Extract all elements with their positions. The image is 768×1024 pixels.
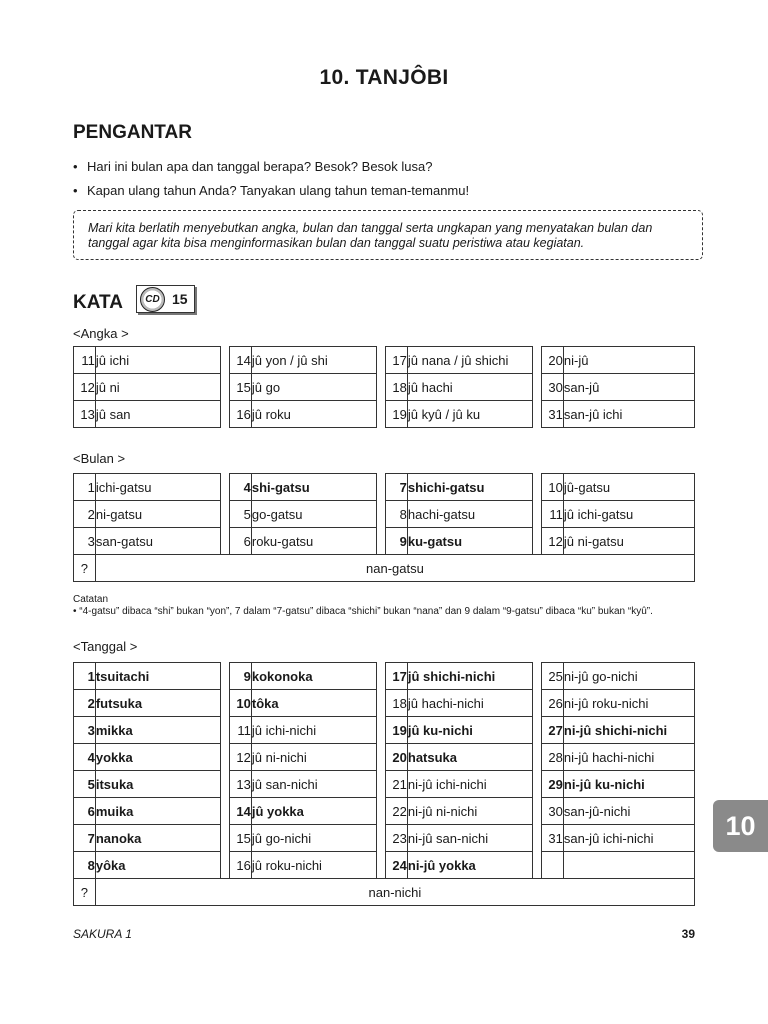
- reading-cell: ni-jû ichi-nichi: [407, 771, 532, 798]
- number-cell: 4: [74, 744, 96, 771]
- bullet-list: [73, 155, 469, 203]
- table-gap: [532, 852, 541, 879]
- reading-cell: yokka: [95, 744, 220, 771]
- tanggal-label: <Tanggal >: [73, 639, 138, 654]
- number-cell: 30: [542, 798, 564, 825]
- table-gap: [220, 528, 229, 555]
- table-gap: [532, 347, 541, 374]
- bulan-label: <Bulan >: [73, 451, 126, 466]
- number-cell: 7: [386, 474, 408, 501]
- number-cell: 17: [386, 663, 408, 690]
- number-cell: 8: [386, 501, 408, 528]
- note-line: tanggal agar kita bisa menginformasikan bulan dan tanggal suatu peristiwa atau kegiatan.: [88, 236, 585, 250]
- table-row: [74, 798, 695, 825]
- number-cell: 12: [542, 528, 564, 555]
- reading-cell: jû go: [251, 374, 376, 401]
- number-cell: 5: [74, 771, 96, 798]
- reading-cell: ni-jû hachi-nichi: [563, 744, 694, 771]
- question-answer-cell: nan-gatsu: [95, 555, 694, 582]
- number-cell: 16: [230, 852, 252, 879]
- reading-cell: jû roku-nichi: [251, 852, 376, 879]
- number-cell: 4: [230, 474, 252, 501]
- reading-cell: nanoka: [95, 825, 220, 852]
- reading-cell: ni-jû ni-nichi: [407, 798, 532, 825]
- table-row: [74, 501, 695, 528]
- table-row: [74, 347, 695, 374]
- table-gap: [376, 347, 385, 374]
- table-gap: [220, 717, 229, 744]
- table-gap: [376, 798, 385, 825]
- table-row: [74, 374, 695, 401]
- table-gap: [532, 825, 541, 852]
- reading-cell: ni-jû roku-nichi: [563, 690, 694, 717]
- number-cell: 11: [542, 501, 564, 528]
- number-cell: 3: [74, 528, 96, 555]
- number-cell: 13: [230, 771, 252, 798]
- table-gap: [532, 771, 541, 798]
- table-gap: [376, 474, 385, 501]
- number-cell: 22: [386, 798, 408, 825]
- reading-cell: jû ichi-gatsu: [563, 501, 694, 528]
- reading-cell: muika: [95, 798, 220, 825]
- reading-cell: hatsuka: [407, 744, 532, 771]
- reading-cell: go-gatsu: [251, 501, 376, 528]
- reading-cell: san-jû-nichi: [563, 798, 694, 825]
- table-gap: [532, 798, 541, 825]
- reading-cell: san-jû ichi: [563, 401, 694, 428]
- number-cell: 24: [386, 852, 408, 879]
- number-cell: 2: [74, 501, 96, 528]
- number-cell: 15: [230, 374, 252, 401]
- table-row: [74, 474, 695, 501]
- table-gap: [376, 744, 385, 771]
- cd-track-number: 15: [172, 291, 188, 307]
- number-cell: 18: [386, 690, 408, 717]
- number-cell: 23: [386, 825, 408, 852]
- reading-cell: jû hachi: [407, 374, 532, 401]
- reading-cell: yôka: [95, 852, 220, 879]
- reading-cell: ni-jû san-nichi: [407, 825, 532, 852]
- number-cell: 20: [386, 744, 408, 771]
- table-gap: [220, 374, 229, 401]
- table-gap: [376, 401, 385, 428]
- reading-cell: ni-jû yokka: [407, 852, 532, 879]
- footer-page-number: 39: [681, 927, 695, 941]
- question-mark-cell: ?: [74, 555, 96, 582]
- table-gap: [532, 528, 541, 555]
- number-cell: 30: [542, 374, 564, 401]
- table-gap: [532, 501, 541, 528]
- table-row: [74, 852, 695, 879]
- table-gap: [220, 501, 229, 528]
- reading-cell: ni-jû shichi-nichi: [563, 717, 694, 744]
- table-gap: [376, 690, 385, 717]
- reading-cell: jû kyû / jû ku: [407, 401, 532, 428]
- bullet-item: • Hari ini bulan apa dan tanggal berapa? Besok? Besok lusa?: [73, 155, 469, 179]
- number-cell: 6: [230, 528, 252, 555]
- reading-cell: shichi-gatsu: [407, 474, 532, 501]
- table-gap: [376, 374, 385, 401]
- table-gap: [376, 528, 385, 555]
- reading-cell: jû san: [95, 401, 220, 428]
- number-cell: 31: [542, 825, 564, 852]
- reading-cell: jû nana / jû shichi: [407, 347, 532, 374]
- reading-cell: ni-jû ku-nichi: [563, 771, 694, 798]
- question-row: [74, 879, 695, 906]
- reading-cell: jû roku: [251, 401, 376, 428]
- number-cell: 7: [74, 825, 96, 852]
- catatan-text: • “4-gatsu” dibaca “shi” bukan “yon”, 7 dalam “7-gatsu” dibaca “shichi” bukan “nana” dan 9 dalam “9-gatsu” dibaca “ku” bukan “kyû”.: [73, 606, 653, 617]
- number-cell: 28: [542, 744, 564, 771]
- reading-cell: [563, 852, 694, 879]
- bulan-table: [73, 473, 695, 582]
- number-cell: 2: [74, 690, 96, 717]
- number-cell: 9: [230, 663, 252, 690]
- number-cell: 5: [230, 501, 252, 528]
- number-cell: 6: [74, 798, 96, 825]
- reading-cell: ni-jû go-nichi: [563, 663, 694, 690]
- number-cell: 13: [74, 401, 96, 428]
- reading-cell: san-jû ichi-nichi: [563, 825, 694, 852]
- number-cell: 3: [74, 717, 96, 744]
- number-cell: 10: [230, 690, 252, 717]
- note-line: Mari kita berlatih menyebutkan angka, bulan dan tanggal serta ungkapan yang menyatakan bulan dan: [88, 221, 653, 235]
- table-row: [74, 717, 695, 744]
- table-gap: [532, 690, 541, 717]
- table-row: [74, 663, 695, 690]
- reading-cell: san-jû: [563, 374, 694, 401]
- number-cell: 1: [74, 474, 96, 501]
- reading-cell: jû ni-gatsu: [563, 528, 694, 555]
- angka-label: <Angka >: [73, 326, 129, 341]
- table-gap: [220, 798, 229, 825]
- cd-icon: [140, 287, 165, 312]
- reading-cell: jû yon / jû shi: [251, 347, 376, 374]
- question-answer-cell: nan-nichi: [95, 879, 694, 906]
- number-cell: 18: [386, 374, 408, 401]
- reading-cell: san-gatsu: [95, 528, 220, 555]
- number-cell: 27: [542, 717, 564, 744]
- reading-cell: roku-gatsu: [251, 528, 376, 555]
- table-gap: [532, 744, 541, 771]
- chapter-tab: 10: [713, 800, 768, 852]
- table-gap: [532, 474, 541, 501]
- reading-cell: tôka: [251, 690, 376, 717]
- catatan-heading: Catatan: [73, 594, 109, 605]
- table-gap: [220, 771, 229, 798]
- number-cell: 21: [386, 771, 408, 798]
- reading-cell: jû ichi: [95, 347, 220, 374]
- table-gap: [532, 401, 541, 428]
- table-row: [74, 825, 695, 852]
- table-gap: [376, 501, 385, 528]
- section-heading-pengantar: PENGANTAR: [73, 122, 192, 143]
- number-cell: 14: [230, 347, 252, 374]
- table-gap: [376, 852, 385, 879]
- number-cell: 14: [230, 798, 252, 825]
- reading-cell: ni-gatsu: [95, 501, 220, 528]
- number-cell: 29: [542, 771, 564, 798]
- number-cell: 20: [542, 347, 564, 374]
- table-gap: [220, 825, 229, 852]
- reading-cell: ichi-gatsu: [95, 474, 220, 501]
- table-gap: [220, 744, 229, 771]
- reading-cell: jû ni: [95, 374, 220, 401]
- reading-cell: kokonoka: [251, 663, 376, 690]
- cd-label: CD: [145, 293, 160, 305]
- reading-cell: jû yokka: [251, 798, 376, 825]
- reading-cell: jû shichi-nichi: [407, 663, 532, 690]
- table-gap: [376, 825, 385, 852]
- number-cell: 31: [542, 401, 564, 428]
- reading-cell: shi-gatsu: [251, 474, 376, 501]
- tanggal-table: [73, 662, 695, 906]
- reading-cell: ku-gatsu: [407, 528, 532, 555]
- reading-cell: futsuka: [95, 690, 220, 717]
- table-gap: [532, 374, 541, 401]
- angka-table: [73, 346, 695, 428]
- reading-cell: jû hachi-nichi: [407, 690, 532, 717]
- page-title: 10. TANJÔBI: [319, 66, 449, 89]
- number-cell: 15: [230, 825, 252, 852]
- footer-book-title: SAKURA 1: [73, 927, 132, 941]
- reading-cell: jû san-nichi: [251, 771, 376, 798]
- reading-cell: jû ku-nichi: [407, 717, 532, 744]
- table-row: [74, 744, 695, 771]
- table-row: [74, 401, 695, 428]
- number-cell: 25: [542, 663, 564, 690]
- number-cell: 12: [230, 744, 252, 771]
- table-row: [74, 771, 695, 798]
- table-row: [74, 528, 695, 555]
- table-gap: [220, 852, 229, 879]
- number-cell: 9: [386, 528, 408, 555]
- question-mark-cell: ?: [74, 879, 96, 906]
- catatan-note: [73, 594, 653, 618]
- section-heading-kata: KATA: [73, 292, 123, 313]
- table-gap: [220, 663, 229, 690]
- reading-cell: itsuka: [95, 771, 220, 798]
- number-cell: 26: [542, 690, 564, 717]
- table-gap: [220, 347, 229, 374]
- number-cell: 1: [74, 663, 96, 690]
- reading-cell: jû-gatsu: [563, 474, 694, 501]
- number-cell: 19: [386, 717, 408, 744]
- question-row: [74, 555, 695, 582]
- reading-cell: tsuitachi: [95, 663, 220, 690]
- number-cell: 17: [386, 347, 408, 374]
- number-cell: 11: [230, 717, 252, 744]
- cd-track-badge: [136, 285, 195, 313]
- table-gap: [220, 690, 229, 717]
- reading-cell: hachi-gatsu: [407, 501, 532, 528]
- reading-cell: ni-jû: [563, 347, 694, 374]
- number-cell: 19: [386, 401, 408, 428]
- reading-cell: mikka: [95, 717, 220, 744]
- table-gap: [532, 663, 541, 690]
- table-gap: [376, 663, 385, 690]
- table-gap: [532, 717, 541, 744]
- table-gap: [376, 771, 385, 798]
- number-cell: [542, 852, 564, 879]
- reading-cell: jû go-nichi: [251, 825, 376, 852]
- reading-cell: jû ni-nichi: [251, 744, 376, 771]
- number-cell: 8: [74, 852, 96, 879]
- number-cell: 10: [542, 474, 564, 501]
- table-gap: [376, 717, 385, 744]
- reading-cell: jû ichi-nichi: [251, 717, 376, 744]
- table-gap: [220, 401, 229, 428]
- table-gap: [220, 474, 229, 501]
- intro-note-box: [73, 210, 703, 260]
- number-cell: 12: [74, 374, 96, 401]
- table-row: [74, 690, 695, 717]
- number-cell: 16: [230, 401, 252, 428]
- number-cell: 11: [74, 347, 96, 374]
- bullet-item: • Kapan ulang tahun Anda? Tanyakan ulang tahun teman-temanmu!: [73, 179, 469, 203]
